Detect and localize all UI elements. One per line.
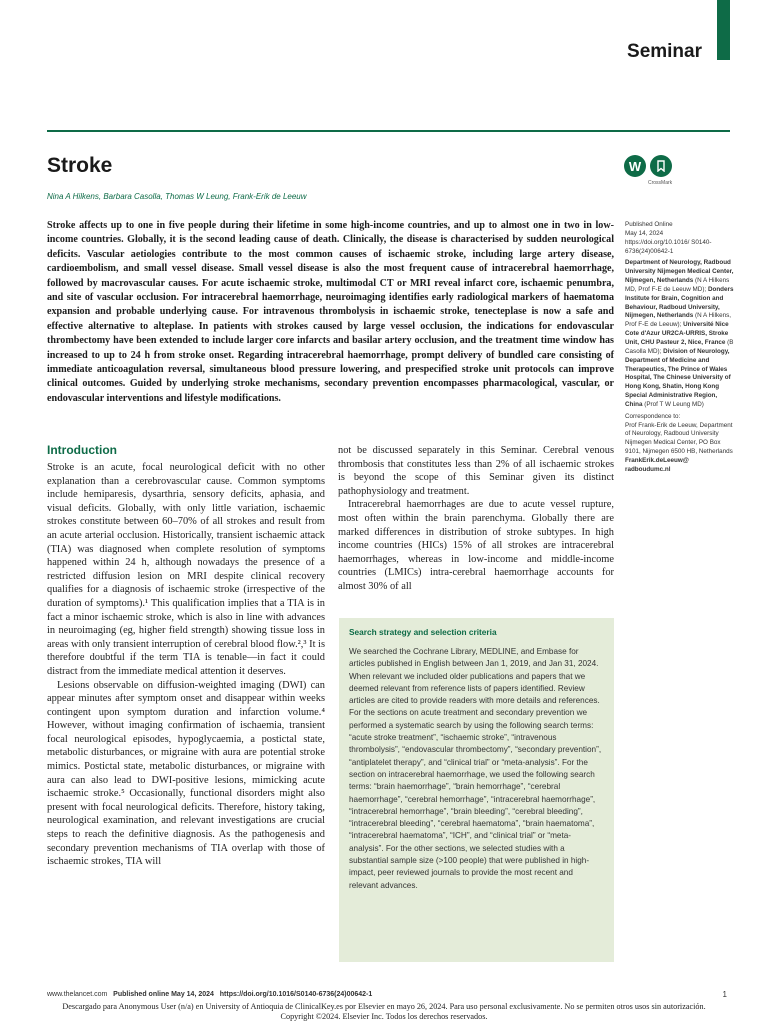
search-strategy-panel: [339, 618, 614, 962]
article-doi[interactable]: https://doi.org/10.1016/ S0140-6736(24)00642-1: [625, 238, 712, 255]
header-rule: [47, 130, 730, 132]
affiliations: [625, 259, 735, 409]
affiliation-3: Université Nice Cote d'Azur UR2CA-URRIS, Stroke Unit, CHU Pasteur 2, Nice, France: [625, 321, 729, 346]
section-label: Seminar: [627, 41, 702, 62]
page-number: 1: [722, 990, 727, 999]
body-paragraph: Intracerebral haemorrhages are due to acute vessel rupture, most often within the brain parenchyma. Globally there are marked differences in distribution of stroke subtypes. In high income countries (HICs) 15% of all strokes are intracerebral haemorrhages, whereas in low-income and middle-income countries (LMICs) intra-cerebral haemorrhage accounts for almost 30% of all: [338, 499, 614, 592]
bookmark-icon: [655, 160, 667, 172]
affiliation-2: Donders Institute for Brain, Cognition and Behaviour, Radboud University, Nijmegen, Netherlands: [625, 285, 734, 320]
article-title: Stroke: [47, 154, 113, 177]
footer-doi[interactable]: https://doi.org/10.1016/S0140-6736(24)00642-1: [219, 991, 373, 998]
page-footer: [47, 991, 372, 998]
author-list: Nina A Hilkens, Barbara Casolla, Thomas W Leung, Frank-Erik de Leeuw: [47, 192, 307, 201]
body-paragraph: Stroke is an acute, focal neurological deficit with no other explanation than a cerebrovascular cause. Common symptoms include hemiparesis, dysarthria, sensory deficits, aphasia, and visual deficits. Globally, with only little variation, ischaemic strokes constitute between 60–70% of all strokes and result from an acute arterial occlusion. Historically, transient ischaemic attack (TIA) was diagnosed when complete resolution of symptoms happened within 24 h, although nowadays the presence of a restricted diffusion lesion on MRI despite clinical recovery qualifies for a diagnosis of ischaemic stroke (irrespective of the duration of symptoms).¹ This qualification implies that a TIA is in fact a minor ischaemic stroke, which is also in line with advances in neuroimaging (eg, higher field strength) showing tissue loss in areas with only transient interruption of cerebral blood flow.²,³ It is therefore doubtful if the term TIA is tenable—in fact it could distract from the immediate medical attention it deserves.: [47, 462, 325, 677]
affiliation-3-people: (B Casolla MD);: [625, 338, 734, 355]
correspondence-label: Correspondence to:: [625, 412, 681, 420]
crossmark-icon[interactable]: [650, 155, 672, 177]
panel-text: We searched the Cochrane Library, MEDLINE, and Embase for articles published in English between Jan 1, 2019, and Jan 31, 2024. When relevant we included older publications and papers that we deemed relevant from reference lists of papers identified. Review articles are cited to provide readers with more details and references. For the sections on acute treatment and secondary prevention we performed a systematic search by using the following search terms: “acute stroke treatment”, “ischaemic stroke”, “intravenous thrombolysis”, “endovascular thrombectomy”, “secondary prevention”, “antiplatelet therapy”, and “clinical trial” or “meta-analysis”. For the section on intracerebral haemorrhage, we used the following search terms: “brain haemorrhage”, “brain hemorrhage”, “cerebral haemorrhage”, “cerebral hemorrhage”, “intracerebral haemorrhage”, “intracerebral hemorrhage”, “brain bleeding”, “cerebral bleeding”, “intracerebral bleeding”, “cerebral haematoma”, “brain haematoma”, “intracerebral haematoma”, “ICH”, and “clinical trial” or “meta-analysis”. For the other sections, we selected studies with a substantial sample size (>100 people) that were published in high-impact, peer reviewed journals to provide the most recent and relevant advances.: [349, 647, 602, 890]
body-column-middle: [338, 444, 614, 594]
affiliation-4-people: (Prof T W Leung MD): [642, 400, 704, 408]
body-paragraph: Lesions observable on diffusion-weighted imaging (DWI) can appear minutes after symptom onset and disappear within weeks contingent upon symptom duration and infarction volume.⁴ However, without imaging confirmation of ischaemia, transient focal neurological episodes, hypoglycaemia, a postictal state, metabolic disturbances, or migraine with aura are potential stroke mimics. Postictal state, metabolic disturbances, or migraine with aura can also lead to DWI-positive lesions, mimicking acute ischaemic stroke.⁵ Occasionally, functional disorders might also present with focal neurological deficits. Therefore, history taking, neurological examination, and relevant investigations are crucial steps to reach the definitive diagnosis. As the pathogenesis and secondary prevention mechanisms of TIA overlap with those of ischaemic strokes, TIA will: [47, 679, 325, 868]
download-notice: Descargado para Anonymous User (n/a) en University of Antioquia de ClinicalKey.es por Elsevier en mayo 26, 2024. Para uso personal exclusivamente. No se permiten otros usos sin autorización. Copyright ©2024. Elsevier Inc. Todos los derechos reservados.: [62, 1002, 706, 1021]
correspondence-address: Prof Frank-Erik de Leeuw, Department of Neurology, Radboud University Nijmegen Medical Center, PO Box 9101, Nijmegen 6500 HB, Netherlands: [625, 421, 733, 456]
affiliation-1: Department of Neurology, Radboud University Nijmegen Medical Center, Nijmegen, Netherlands: [625, 259, 734, 285]
affiliation-2-people: (N A Hilkens, Prof F-E de Leeuw);: [625, 312, 732, 329]
section-heading-introduction: Introduction: [47, 443, 117, 457]
article-badges: [624, 155, 672, 177]
published-date: May 14, 2024: [625, 229, 664, 237]
published-line: Published online May 14, 2024: [113, 991, 214, 998]
panel-title: Search strategy and selection criteria: [349, 627, 497, 637]
affiliation-4: Division of Neurology, Department of Medicine and Therapeutics, The Prince of Wales Hospital, The Chinese University of Hong Kong, Shatin, Hong Kong Special Administrative Region, China: [625, 347, 731, 408]
email-link[interactable]: FrankErik.deLeeuw@ radboudumc.nl: [625, 456, 689, 473]
body-column-left: [47, 443, 325, 869]
site-link[interactable]: www.thelancet.com: [47, 991, 108, 998]
correspondence-email[interactable]: [625, 457, 735, 475]
abstract: Stroke affects up to one in five people during their lifetime in some high-income countries, and up to almost one in two in low-income countries. Globally, it is the second leading cause of death. Clinically, the disease is characterised by sudden neurological deficits. Vascular aetiologies contribute to the most common causes of ischaemic stroke, including large artery disease, cardioembolism, and small vessel disease. Small vessel disease is also the most frequent cause of intracerebral haemorrhage, followed by macrovascular causes. For acute ischaemic stroke, multimodal CT or MRI reveal infarct core, ischaemic penumbra, and site of vascular occlusion. For intracerebral haemorrhage, neuroimaging identifies early radiological markers of haematoma expansion and probable underlying cause. For intravenous thrombolysis in ischaemic stroke, tenecteplase is now a safe and effective alternative to alteplase. In patients with strokes caused by large vessel occlusion, the indications for endovascular thrombectomy have been extended to include larger core infarcts and basilar artery occlusion, and the treatment time window has increased to up to 24 h from stroke onset. Regarding intracerebral haemorrhage, prompt delivery of bundled care consisting of immediate anticoagulation reversal, simultaneous blood pressure lowering, and prespecified stroke unit protocols can improve clinical outcomes. Guided by underlying stroke mechanisms, secondary prevention encompasses pharmacological, vascular, or endovascular interventions and lifestyle modifications.: [47, 220, 614, 404]
body-paragraph: not be discussed separately in this Seminar. Cerebral venous thrombosis that constitutes less than 2% of all ischaemic strokes is beyond the scope of this Seminar given its distinct pathophysiology and treatment.: [338, 445, 614, 497]
section-color-bar: [717, 0, 730, 60]
open-access-icon[interactable]: W: [624, 155, 646, 177]
sidebar-notes: [625, 221, 735, 475]
crossmark-label: CrossMark: [648, 180, 673, 186]
affiliation-1-people: (N A Hilkens MD, Prof F-E de Leeuw MD);: [625, 277, 730, 293]
published-online-label: Published Online: [625, 221, 673, 228]
